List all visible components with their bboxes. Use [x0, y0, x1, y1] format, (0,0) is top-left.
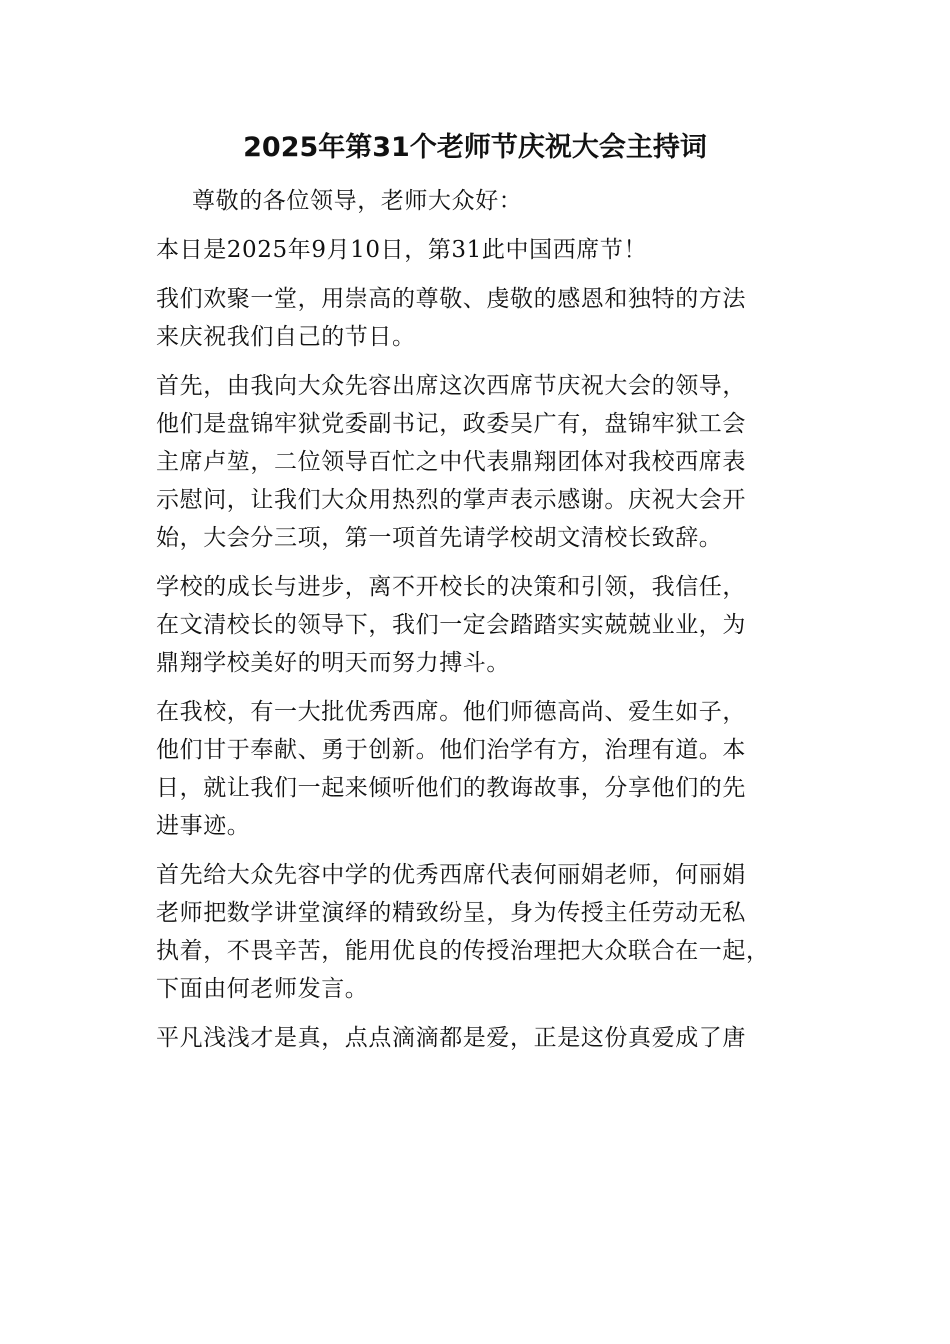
greeting: 尊敬的各位领导，老师大众好：	[192, 188, 523, 214]
paragraph-introduce-leaders	[146, 367, 806, 557]
text-line: 在文清校长的领导下，我们一定会踏踏实实兢兢业业，为	[156, 612, 746, 638]
text-line: 始，大会分三项，第一项首先请学校胡文清校长致辞。	[156, 525, 723, 551]
paragraph-teacher-he	[146, 856, 806, 1008]
paragraph-excellent-teachers	[146, 693, 806, 845]
paragraph-date	[146, 231, 806, 269]
text-line: 首先，由我向大众先容出席这次西席节庆祝大会的领导，	[156, 373, 746, 399]
text-line: 平凡浅浅才是真，点点滴滴都是爱，正是这份真爱成了唐	[156, 1025, 746, 1051]
text-line: 他们甘于奉献、勇于创新。他们治学有方，治理有道。本	[156, 737, 746, 763]
text-line: 老师把数学讲堂演绎的精致纷呈，身为传授主任劳动无私	[156, 900, 746, 926]
text-line: 执着，不畏辛苦，能用优良的传授治理把大众联合在一起，	[156, 938, 770, 964]
text-line: 进事迹。	[156, 813, 251, 839]
text-line: 在我校，有一大批优秀西席。他们师德高尚、爱生如子，	[156, 699, 746, 725]
document-title: 2025年第31个老师节庆祝大会主持词	[243, 132, 707, 163]
text-line: 他们是盘锦牢狱党委副书记，政委吴广有，盘锦牢狱工会	[156, 411, 746, 437]
document-body	[146, 182, 806, 1068]
text-line: 来庆祝我们自己的节日。	[156, 324, 416, 350]
text-line: 主席卢堃，二位领导百忙之中代表鼎翔团体对我校西席表	[156, 449, 746, 475]
text-line: 日，就让我们一起来倾听他们的教诲故事，分享他们的先	[156, 775, 746, 801]
paragraph-school-progress	[146, 568, 806, 682]
text-line: 首先给大众先容中学的优秀西席代表何丽娟老师，何丽娟	[156, 862, 746, 888]
text-line: 学校的成长与进步，离不开校长的决策和引领，我信任，	[156, 574, 746, 600]
text-line: 下面由何老师发言。	[156, 976, 369, 1002]
text-line: 我们欢聚一堂，用崇高的尊敬、虔敬的感恩和独特的方法	[156, 286, 746, 312]
text-line: 鼎翔学校美好的明天而努力搏斗。	[156, 650, 510, 676]
text-line: 本日是2025年9月10日，第31此中国西席节！	[156, 237, 648, 263]
paragraph-closing	[146, 1019, 806, 1057]
text-line: 示慰问，让我们大众用热烈的掌声表示感谢。庆祝大会开	[156, 487, 746, 513]
paragraph-gathering	[146, 280, 806, 356]
